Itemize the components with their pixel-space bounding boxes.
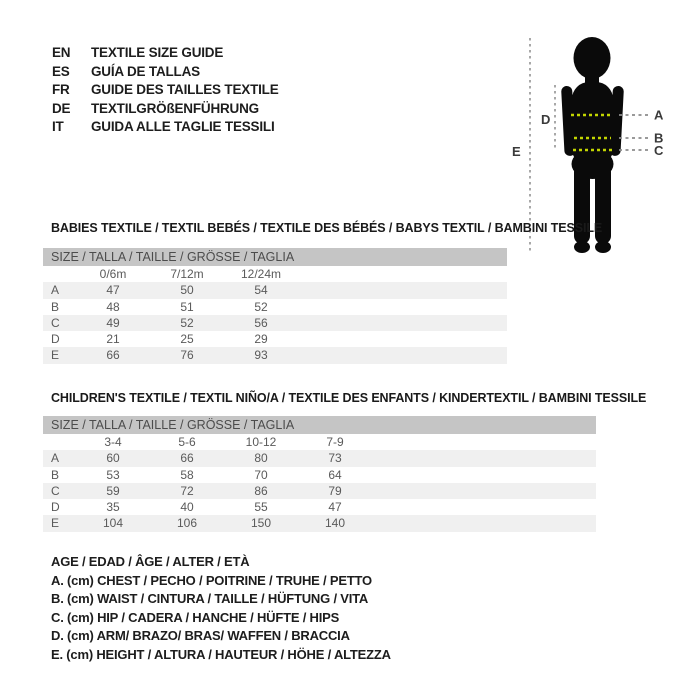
cell-value: 72 [180, 483, 194, 498]
table-row [43, 347, 507, 363]
col-header: 7-9 [326, 435, 344, 449]
legend-age: AGE / EDAD / ÂGE / ALTER / ETÀ [51, 554, 250, 569]
label-D: D [541, 112, 551, 127]
babies-size-table [43, 248, 507, 364]
legend-waist: B. (cm) WAIST / CINTURA / TAILLE / HÜFTUNG / VITA [51, 591, 369, 607]
row-label: C [51, 315, 60, 330]
col-header: 5-6 [178, 435, 196, 449]
label-C: C [654, 143, 664, 158]
cell-value: 150 [250, 516, 272, 531]
lang-row-it [52, 118, 279, 137]
lang-code: EN [52, 45, 71, 60]
cell-value: 47 [106, 283, 120, 298]
cell-value: 40 [180, 500, 194, 515]
row-label: B [51, 299, 60, 314]
row-label: D [51, 332, 60, 347]
cell-value: 53 [106, 467, 120, 482]
table-row [43, 315, 507, 331]
col-header: 0/6m [99, 267, 127, 281]
cell-value: 104 [102, 516, 124, 531]
cell-value: 93 [254, 348, 268, 363]
legend-hip: C. (cm) HIP / CADERA / HANCHE / HÜFTE / HIPS [51, 609, 340, 625]
corner-cell [43, 266, 76, 282]
cell-value: 55 [254, 500, 268, 515]
lang-row-en [52, 44, 279, 63]
lang-row-fr [52, 81, 279, 100]
size-header: SIZE / TALLA / TAILLE / GRÖSSE / TAGLIA [43, 416, 596, 434]
label-B: B [654, 130, 664, 146]
col-header: 3-4 [104, 435, 122, 449]
cell-value: 52 [180, 315, 194, 330]
cell-value: 25 [180, 332, 194, 347]
table-row [43, 299, 507, 315]
col-header: 12/24m [240, 267, 282, 281]
cell-value: 73 [328, 451, 342, 466]
babies-table-title: BABIES TEXTILE / TEXTIL BEBÉS / TEXTILE DES BÉBÉS / BABYS TEXTIL / BAMBINI TESSILE [51, 221, 603, 235]
label-A: A [654, 107, 664, 123]
row-label: E [51, 516, 60, 531]
cell-value: 76 [180, 348, 194, 363]
table-row [43, 515, 596, 531]
table-row [43, 483, 596, 499]
cell-value: 80 [254, 451, 268, 466]
size-header: SIZE / TALLA / TAILLE / GRÖSSE / TAGLIA [43, 248, 507, 266]
guide-title-it: GUIDA ALLE TAGLIE TESSILI [91, 119, 275, 135]
table-row [43, 331, 507, 347]
column-header-row [43, 434, 596, 450]
cell-value: 66 [180, 451, 194, 466]
cell-value: 60 [106, 451, 120, 466]
row-label: B [51, 467, 60, 482]
col-header: 7/12m [170, 267, 204, 281]
row-label: D [51, 500, 60, 515]
row-label: E [51, 348, 60, 363]
table-row [43, 499, 596, 515]
cell-value: 79 [328, 483, 342, 498]
cell-value: 106 [176, 516, 198, 531]
cell-value: 49 [106, 315, 120, 330]
row-label: C [51, 483, 60, 498]
lang-code: DE [52, 100, 71, 116]
children-table-title: CHILDREN'S TEXTILE / TEXTIL NIÑO/A / TEXTILE DES ENFANTS / KINDERTEXTIL / BAMBINI TESSILE [51, 391, 647, 405]
table-row [43, 282, 507, 298]
cell-value: 50 [180, 283, 194, 298]
corner-cell [43, 434, 76, 450]
row-label: A [51, 451, 60, 466]
label-E: E [512, 144, 521, 159]
cell-value: 58 [180, 467, 194, 482]
guide-title-de: TEXTILGRÖßENFÜHRUNG [91, 100, 259, 116]
measurement-legend [51, 553, 391, 665]
table-row [43, 450, 596, 466]
guide-title-en: TEXTILE SIZE GUIDE [91, 45, 224, 60]
language-title-list [52, 44, 279, 137]
cell-value: 48 [106, 299, 120, 314]
lang-row-es [52, 63, 279, 82]
legend-height: E. (cm) HEIGHT / ALTURA / HAUTEUR / HÖHE / ALTEZZA [51, 646, 391, 662]
lang-code: ES [52, 63, 70, 79]
lang-code: IT [52, 119, 64, 135]
children-size-table [43, 416, 596, 532]
cell-value: 54 [254, 283, 268, 298]
cell-value: 52 [254, 299, 268, 314]
cell-value: 64 [328, 467, 342, 482]
cell-value: 56 [254, 315, 268, 330]
col-header: 10-12 [245, 435, 277, 449]
guide-title-es: GUÍA DE TALLAS [91, 63, 200, 79]
cell-value: 21 [106, 332, 120, 347]
guide-title-fr: GUIDE DES TAILLES TEXTILE [91, 82, 279, 98]
column-header-row [43, 266, 507, 282]
lang-row-de [52, 100, 279, 119]
cell-value: 59 [106, 483, 120, 498]
cell-value: 29 [254, 332, 268, 347]
cell-value: 51 [180, 299, 194, 314]
cell-value: 140 [324, 516, 346, 531]
cell-value: 35 [106, 500, 120, 515]
cell-value: 47 [328, 500, 342, 515]
cell-value: 86 [254, 483, 268, 498]
cell-value: 66 [106, 348, 120, 363]
cell-value: 70 [254, 467, 268, 482]
legend-arm: D. (cm) ARM/ BRAZO/ BRAS/ WAFFEN / BRACCIA [51, 628, 350, 644]
legend-chest: A. (cm) CHEST / PECHO / POITRINE / TRUHE / PETTO [51, 572, 372, 588]
lang-code: FR [52, 82, 70, 98]
row-label: A [51, 283, 60, 298]
table-row [43, 467, 596, 483]
